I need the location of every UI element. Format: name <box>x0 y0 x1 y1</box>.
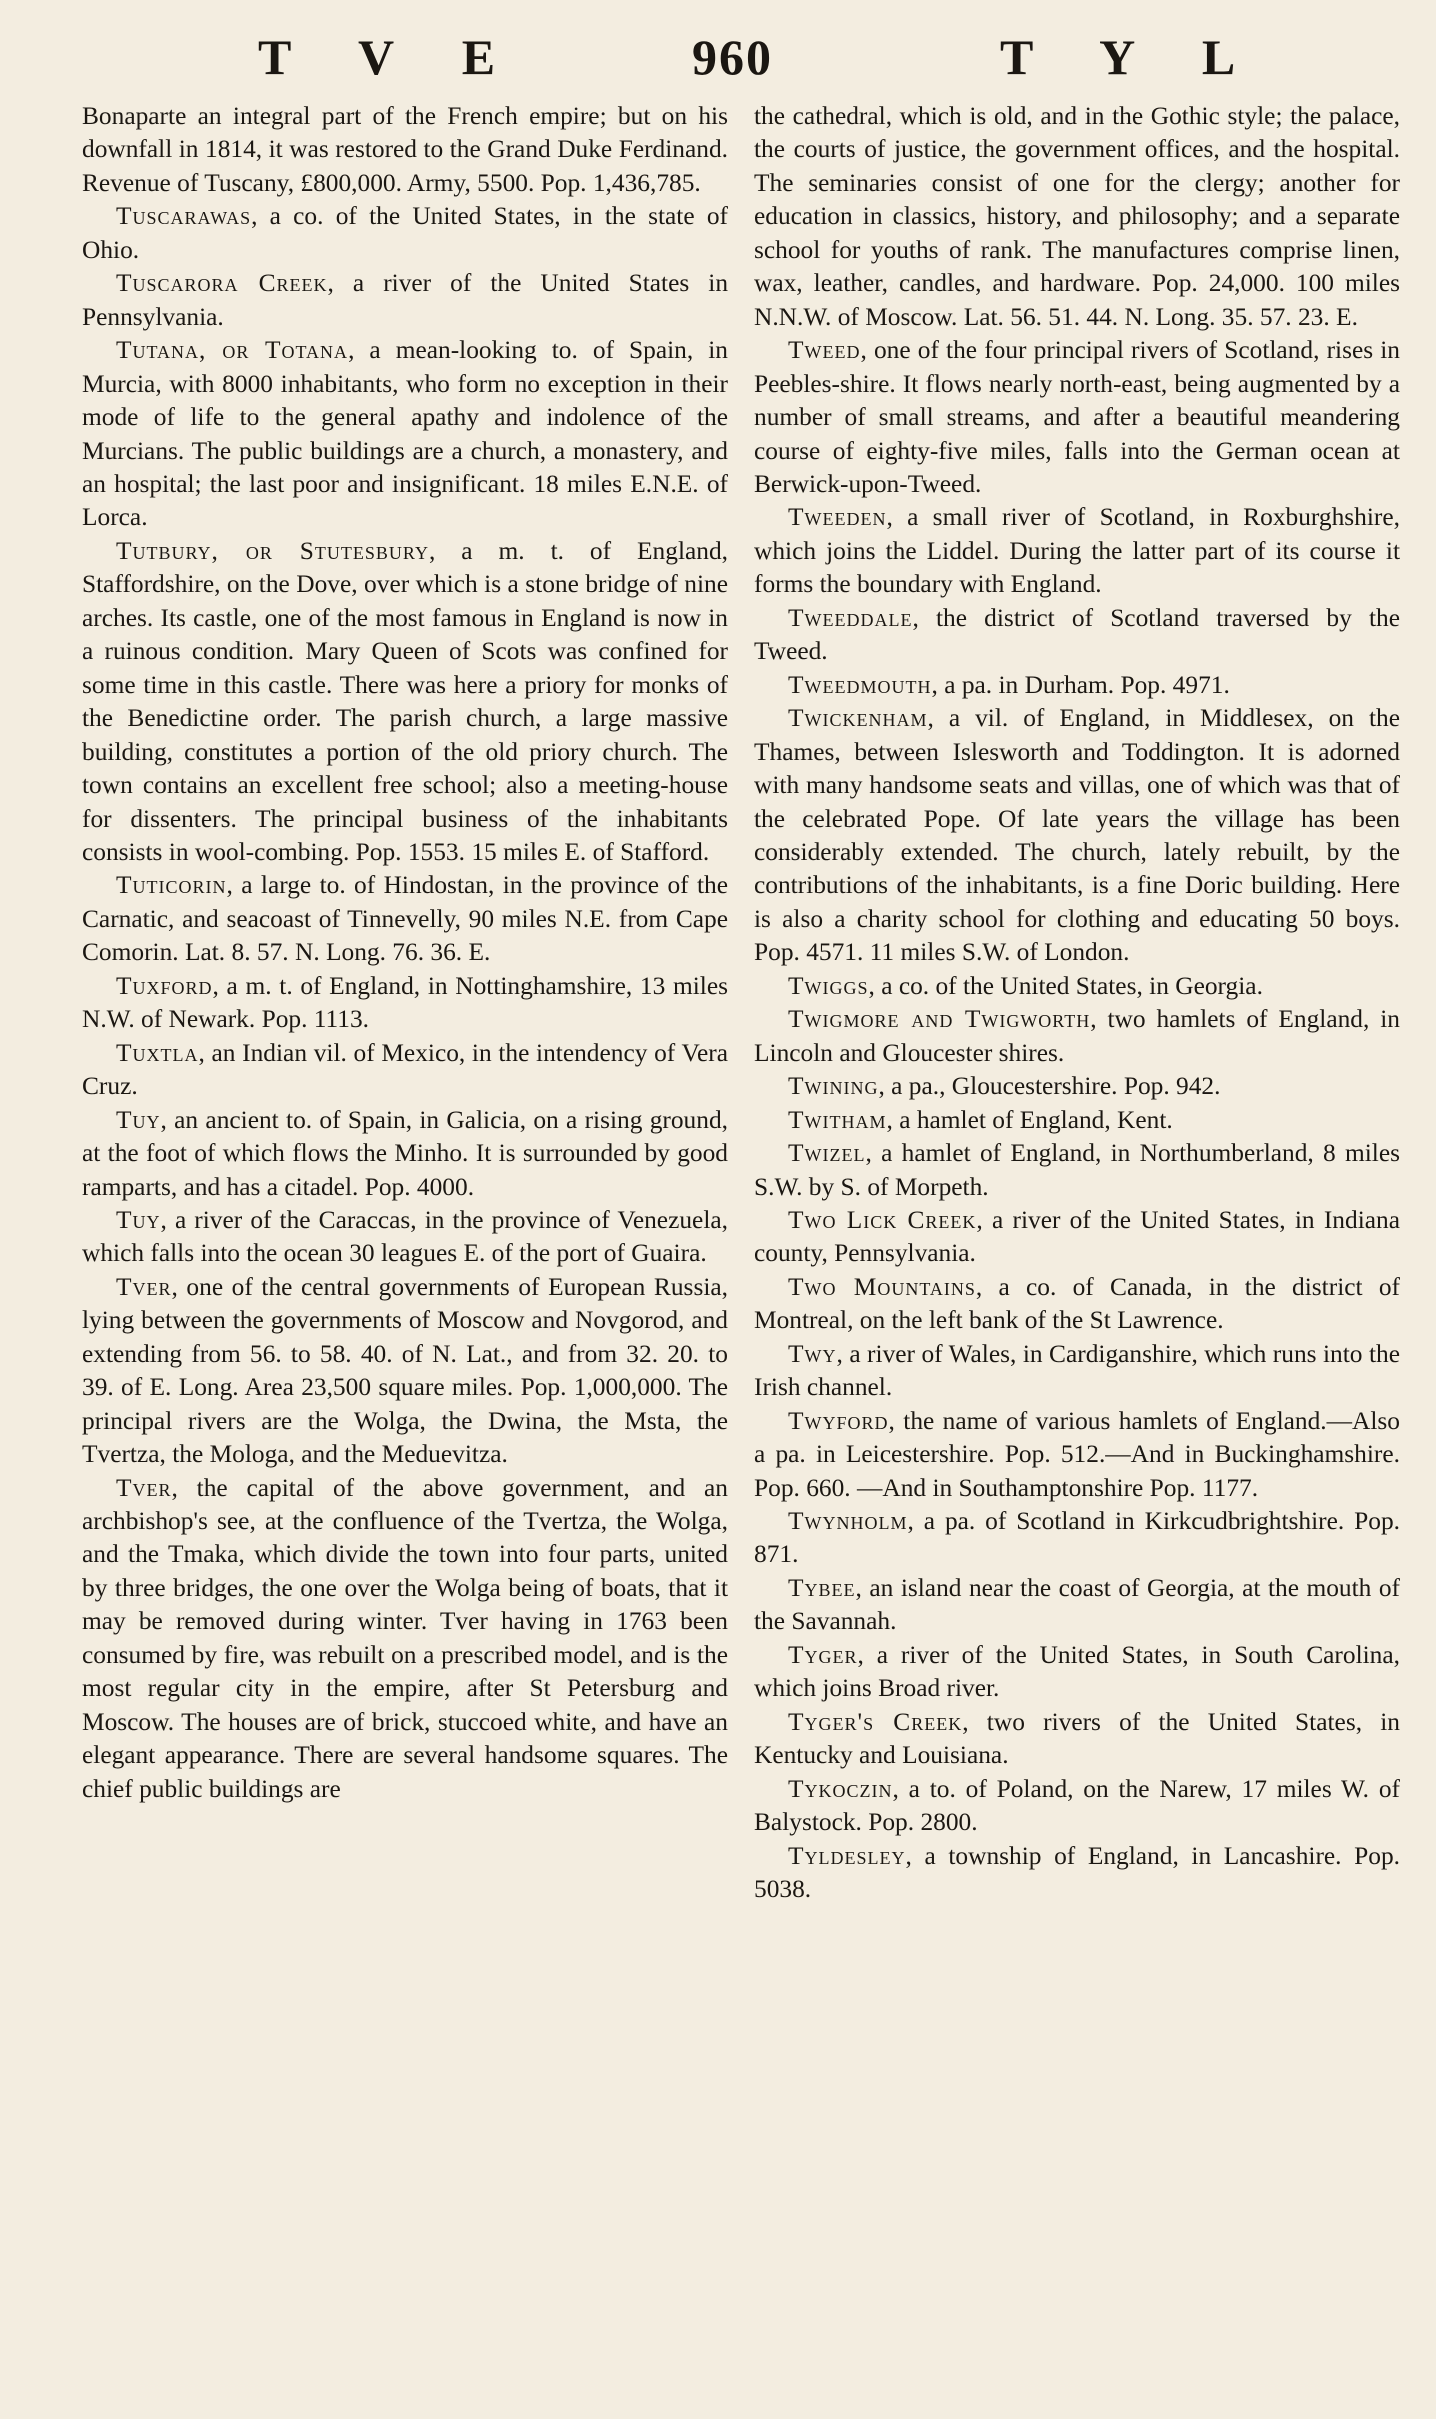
entry-text: , a river of Wales, in Cardiganshire, which runs into the Irish channel. <box>754 1339 1400 1402</box>
entry-headword: Twigmore and Twigworth <box>788 1005 1091 1034</box>
entry-text: , a hamlet of England, in Northumberland, 8 miles S.W. by S. of Morpeth. <box>754 1139 1400 1201</box>
entry-text: , a small river of Scotland, in Roxburghshire, which joins the Liddel. During the latter part of its course it forms the boundary with England. <box>754 503 1400 599</box>
gazetteer-entry <box>754 669 1400 702</box>
entry-headword: Tweed <box>788 336 861 365</box>
entry-text: , a m. t. of England, in Nottinghamshire, 13 miles N.W. of Newark. Pop. 1113. <box>82 971 728 1034</box>
entry-text: , a river of the United States in Pennsylvania. <box>82 269 729 331</box>
entry-text: , one of the four principal rivers of Scotland, rises in Peebles-shire. It flows nearly north-east, being augmented by a number of small streams, and after a beautiful meandering course of eighty-five miles, falls into the German ocean at Berwick-upon-Tweed. <box>754 336 1400 498</box>
gazetteer-entry <box>82 1037 728 1104</box>
entry-headword: Two Mountains <box>788 1272 976 1301</box>
gazetteer-entry <box>754 970 1400 1003</box>
entry-headword: Twy <box>788 1339 837 1368</box>
gazetteer-entry <box>754 1003 1400 1070</box>
entry-headword: Twizel <box>788 1139 866 1168</box>
entry-text: , two rivers of the United States, in Kentucky and Louisiana. <box>754 1707 1401 1770</box>
text-columns <box>82 100 1400 1906</box>
entry-text: , a m. t. of England, Staffordshire, on the Dove, over which is a stone bridge of nine arches. Its castle, one of the most famous in England is now in a ruinous condition. Mary Queen of Scots was confined for some time in this castle. There was here a priory for monks of the Benedictine order. The parish church, a large massive building, constitutes a portion of the old priory church. The town contains an excellent free school; also a meeting-house for dissenters. The principal business of the inhabitants consists in wool-combing. Pop. 1553. 15 miles E. of Stafford. <box>82 536 729 866</box>
gazetteer-entry <box>82 267 728 334</box>
gazetteer-entry <box>82 535 728 870</box>
gazetteer-entry <box>82 869 728 969</box>
gazetteer-entry <box>754 1204 1400 1271</box>
entry-headword: Twyford <box>788 1406 889 1435</box>
entry-headword: Tyger's Creek <box>788 1707 963 1736</box>
entry-headword: Twiggs <box>788 971 869 1000</box>
gazetteer-entry <box>754 602 1400 669</box>
entry-headword: Twickenham <box>788 704 928 733</box>
entry-text: , the capital of the above government, and an archbishop's see, at the confluence of the Tvertza, the Wolga, and the Tmaka, which divide the town into four parts, united by three bridges, the one over the Wolga being of boats, that it may be removed during winter. Tver having in 1763 been consumed by fire, was rebuilt on a prescribed model, and is the most regular city in the empire, after St Petersburg and Moscow. The houses are of brick, stuccoed white, and have an elegant appearance. There are several handsome squares. The chief public buildings are <box>82 1473 728 1803</box>
gazetteer-entry <box>82 970 728 1037</box>
entry-headword: Tyldesley <box>788 1841 906 1870</box>
gazetteer-entry <box>754 334 1400 501</box>
entry-headword: Tutana, or Totana <box>116 336 349 365</box>
entry-headword: Tuy <box>116 1105 161 1134</box>
entry-headword: Tuy <box>116 1205 161 1234</box>
gazetteer-entry <box>754 1505 1400 1572</box>
entry-text: the cathedral, which is old, and in the Gothic style; the palace, the courts of justice, the government offices, and the hospital. The seminaries consist of one for the clergy; another for education in classics, history, and philosophy; and a separate school for youths of rank. The manufactures comprise linen, wax, leather, candles, and hardware. Pop. 24,000. 100 miles N.N.W. of Moscow. Lat. 56. 51. 44. N. Long. 35. 57. 23. E. <box>754 102 1400 331</box>
gazetteer-entry <box>82 200 728 267</box>
entry-headword: Tweedmouth <box>788 670 932 699</box>
gazetteer-entry <box>754 702 1400 970</box>
entry-headword: Tweeddale <box>788 603 913 632</box>
gazetteer-entry <box>754 1338 1400 1405</box>
entry-text: , a township of England, in Lancashire. Pop. 5038. <box>754 1841 1400 1904</box>
entry-headword: Tykoczin <box>788 1774 893 1803</box>
entry-headword: Tver <box>116 1272 172 1301</box>
entry-text: , a vil. of England, in Middlesex, on the Thames, between Islesworth and Toddington. It is adorned with many handsome seats and villas, one of which was that of the celebrated Pope. Of late years the village has been considerably extended. The church, lately rebuilt, by the contributions of the inhabitants, is a fine Doric building. Here is also a charity school for clothing and educating 50 boys. Pop. 4571. 11 miles S.W. of London. <box>754 704 1400 967</box>
entry-text: , a river of the United States, in Indiana county, Pennsylvania. <box>754 1205 1400 1268</box>
gazetteer-entry <box>754 1773 1400 1840</box>
entry-headword: Two Lick Creek <box>788 1205 977 1234</box>
entry-text: , the district of Scotland traversed by the Tweed. <box>754 603 1400 666</box>
entry-text: , a mean-looking to. of Spain, in Murcia, with 8000 inhabitants, who form no exception in their mode of life to the general apathy and indolence of the Murcians. The public buildings are a church, a monastery, and an hospital; the last poor and insignificant. 18 miles E.N.E. of Lorca. <box>82 336 728 532</box>
entry-text: , an island near the coast of Georgia, at the mouth of the Savannah. <box>754 1573 1400 1636</box>
gazetteer-entry <box>82 334 728 535</box>
entry-headword: Tybee <box>788 1573 856 1602</box>
entry-text: Bonaparte an integral part of the French empire; but on his downfall in 1814, it was restored to the Grand Duke Ferdinand. Revenue of Tuscany, £800,000. Army, 5500. Pop. 1,436,785. <box>82 102 728 197</box>
entry-headword: Twynholm <box>788 1507 908 1536</box>
left-column <box>82 100 728 1906</box>
entry-text: , a to. of Poland, on the Narew, 17 miles W. of Balystock. Pop. 2800. <box>754 1774 1400 1837</box>
entry-text: , an ancient to. of Spain, in Galicia, on a rising ground, at the foot of which flows the Minho. It is surrounded by good ramparts, and has a citadel. Pop. 4000. <box>82 1105 728 1201</box>
gazetteer-entry <box>82 1472 728 1807</box>
gazetteer-entry <box>754 1137 1400 1204</box>
entry-text: , the name of various hamlets of England.—Also a pa. in Leicestershire. Pop. 512.—And in Buckinghamshire. Pop. 660. —And in Southamptonshire Pop. 1177. <box>754 1406 1400 1502</box>
header-right-letters: T Y L <box>1000 29 1264 85</box>
entry-text: , one of the central governments of European Russia, lying between the governments of Moscow and Novgorod, and extending from 56. to 58. 40. of N. Lat., and from 32. 20. to 39. of E. Long. Area 23,500 square miles. Pop. 1,000,000. The principal rivers are the Wolga, the Dwina, the Msta, the Tvertza, the Mologa, and the Meduevitza. <box>82 1272 728 1469</box>
entry-text: , a large to. of Hindostan, in the province of the Carnatic, and seacoast of Tinnevelly, 90 miles N.E. from Cape Comorin. Lat. 8. 57. N. Long. 76. 36. E. <box>82 871 728 967</box>
page-number: 960 <box>692 29 773 85</box>
right-column <box>754 100 1400 1906</box>
entry-text: , a pa. of Scotland in Kirkcudbrightshire. Pop. 871. <box>754 1507 1400 1569</box>
gazetteer-entry <box>754 1706 1400 1773</box>
gazetteer-entry <box>754 1104 1400 1137</box>
running-header <box>0 28 1436 88</box>
entry-headword: Tuscarora Creek <box>116 269 328 298</box>
entry-headword: Tyger <box>788 1640 858 1669</box>
entry-text: , a hamlet of England, Kent. <box>886 1105 1173 1134</box>
gazetteer-entry <box>754 1070 1400 1103</box>
gazetteer-entry <box>754 1840 1400 1907</box>
entry-headword: Tuxtla <box>116 1038 199 1067</box>
entry-text: , two hamlets of England, in Lincoln and Gloucester shires. <box>754 1005 1400 1067</box>
entry-text: , a river of the Caraccas, in the province of Venezuela, which falls into the ocean 30 leagues E. of the port of Guaira. <box>82 1205 728 1268</box>
entry-text: , a river of the United States, in South Carolina, which joins Broad river. <box>754 1640 1400 1703</box>
entry-text: , an Indian vil. of Mexico, in the intendency of Vera Cruz. <box>82 1038 728 1101</box>
entry-headword: Twitham <box>788 1105 887 1134</box>
gazetteer-entry <box>754 100 1400 334</box>
entry-headword: Twining <box>788 1072 879 1101</box>
gazetteer-entry <box>754 1572 1400 1639</box>
gazetteer-entry <box>82 1271 728 1472</box>
entry-text: , a co. of the United States, in Georgia. <box>868 971 1263 1000</box>
gazetteer-entry <box>754 1271 1400 1338</box>
entry-text: , a pa. in Durham. Pop. 4971. <box>931 670 1230 699</box>
gazetteer-entry <box>82 1104 728 1204</box>
entry-text: , a co. of Canada, in the district of Montreal, on the left bank of the St Lawrence. <box>754 1272 1400 1335</box>
entry-text: , a co. of the United States, in the state of Ohio. <box>82 202 728 264</box>
gazetteer-entry <box>754 1405 1400 1505</box>
gazetteer-entry <box>754 1639 1400 1706</box>
gazetteer-entry <box>82 1204 728 1271</box>
entry-headword: Tuxford <box>116 971 213 1000</box>
entry-headword: Tuscarawas <box>116 202 252 231</box>
gazetteer-entry <box>754 501 1400 601</box>
header-left-letters: T V E <box>258 29 524 85</box>
entry-headword: Tver <box>116 1473 172 1502</box>
entry-headword: Tutbury, or Stutesbury <box>116 536 429 565</box>
entry-headword: Tweeden <box>788 503 887 532</box>
gazetteer-entry <box>82 100 728 200</box>
entry-text: , a pa., Gloucestershire. Pop. 942. <box>878 1072 1221 1101</box>
entry-headword: Tuticorin <box>116 871 227 900</box>
